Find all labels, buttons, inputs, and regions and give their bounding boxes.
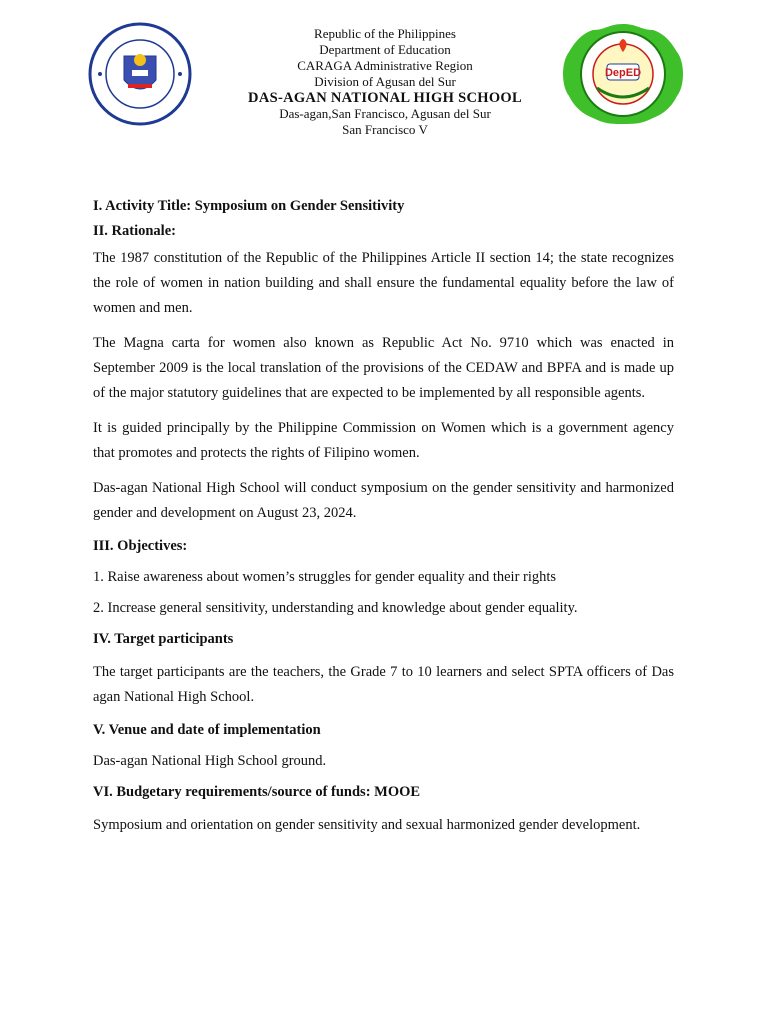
target-heading: IV. Target participants — [93, 631, 234, 647]
rationale-paragraph-2: The Magna carta for women also known as Republic Act No. 9710 which was enacted in September 2009 is the local translation of the provisions of the CEDAW and BPFA and is made up of the major statutory guidelines that are expected to be implemented by all responsible agents. — [93, 335, 674, 401]
letterhead-line-1: Republic of the Philippines — [314, 26, 456, 41]
letterhead-line-2: Department of Education — [319, 42, 451, 57]
school-address: Das-agan,San Francisco, Agusan del Sur — [279, 106, 491, 121]
deped-seal-logo — [80, 22, 200, 126]
letterhead-header — [0, 0, 768, 160]
document-body — [93, 196, 674, 838]
venue-text: Das-agan National High School ground. — [93, 753, 327, 769]
letterhead-line-4: Division of Agusan del Sur — [314, 74, 456, 89]
deped-mark-text: DepED — [604, 67, 642, 79]
budget-heading: VI. Budgetary requirements/source of funds: MOOE — [93, 784, 421, 800]
school-district: San Francisco V — [342, 122, 428, 137]
school-seal-logo — [557, 22, 689, 126]
rationale-paragraph-1: The 1987 constitution of the Republic of the Philippines Article II section 14; the state recognizes the role of women in nation building and shall ensure the fundamental equality before the law of women and men. — [93, 250, 674, 316]
school-name: DAS-AGAN NATIONAL HIGH SCHOOL — [248, 90, 522, 106]
activity-title: I. Activity Title: Symposium on Gender Sensitivity — [93, 198, 405, 214]
venue-heading: V. Venue and date of implementation — [93, 722, 321, 738]
objectives-heading: III. Objectives: — [93, 538, 188, 554]
objective-item-1: 1. Raise awareness about women’s struggles for gender equality and their rights — [93, 569, 557, 585]
rationale-paragraph-4: Das-agan National High School will conduct symposium on the gender sensitivity and harmonized gender and development on August 23, 2024. — [93, 480, 674, 521]
letterhead-text — [200, 26, 570, 138]
budget-text: Symposium and orientation on gender sensitivity and sexual harmonized gender development. — [93, 817, 641, 833]
letterhead-line-3: CARAGA Administrative Region — [297, 58, 473, 73]
rationale-heading: II. Rationale: — [93, 223, 176, 239]
target-text: The target participants are the teachers, the Grade 7 to 10 learners and select SPTA officers of Das agan National High School. — [93, 664, 674, 705]
rationale-paragraph-3: It is guided principally by the Philippine Commission on Women which is a government agency that promotes and protects the rights of Filipino women. — [93, 420, 674, 461]
objective-item-2: 2. Increase general sensitivity, understanding and knowledge about gender equality. — [93, 600, 578, 616]
